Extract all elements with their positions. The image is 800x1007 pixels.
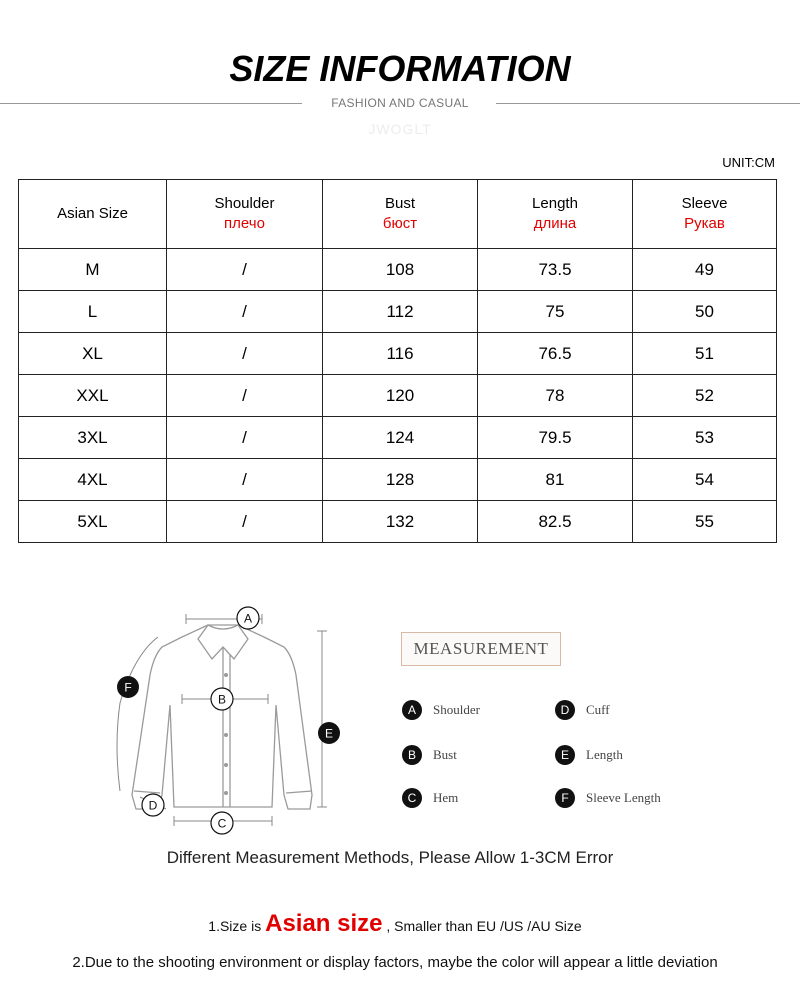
header-cell (19, 180, 167, 249)
legend-marker: D (555, 700, 575, 720)
table-cell: 49 (633, 249, 777, 291)
table-cell: 54 (633, 459, 777, 501)
page-title: SIZE INFORMATION (229, 48, 571, 89)
size-note-prefix: 1.Size is (208, 918, 266, 934)
legend-item-cuff (555, 700, 610, 720)
table-row (19, 459, 777, 501)
table-cell: / (167, 501, 323, 543)
table-row (19, 333, 777, 375)
table-cell: 112 (323, 291, 478, 333)
legend-item-shoulder (402, 700, 480, 720)
marker-a (237, 607, 259, 629)
legend-item-bust (402, 745, 457, 765)
table-cell: 76.5 (478, 333, 633, 375)
table-cell: L (19, 291, 167, 333)
header-cell (167, 180, 323, 249)
header-en: Shoulder (214, 195, 275, 212)
table-header-row (19, 180, 777, 249)
subtitle: FASHION AND CASUAL (331, 96, 469, 110)
table-cell: 50 (633, 291, 777, 333)
marker-b (211, 688, 233, 710)
table-cell: M (19, 249, 167, 291)
table-cell: 116 (323, 333, 478, 375)
table-cell: / (167, 249, 323, 291)
legend-marker: F (555, 788, 575, 808)
table-row (19, 417, 777, 459)
brand-watermark: JWOGLT (368, 121, 432, 137)
table-cell: / (167, 333, 323, 375)
table-cell: 108 (323, 249, 478, 291)
table-cell: 75 (478, 291, 633, 333)
legend-marker: E (555, 745, 575, 765)
table-cell: 51 (633, 333, 777, 375)
legend-label: Length (586, 747, 623, 762)
table-cell: 73.5 (478, 249, 633, 291)
header-cell (633, 180, 777, 249)
table-cell: 5XL (19, 501, 167, 543)
marker-e (318, 722, 340, 744)
marker-c-label: C (217, 816, 227, 831)
legend-label: Hem (433, 790, 459, 805)
table-cell: 82.5 (478, 501, 633, 543)
table-cell: 55 (633, 501, 777, 543)
legend-item-hem (402, 788, 458, 808)
header-ru: Рукав (684, 215, 725, 232)
marker-a-label: A (243, 611, 253, 626)
marker-d-label: D (148, 798, 158, 813)
legend-marker: C (402, 788, 422, 808)
table-cell: 120 (323, 375, 478, 417)
measurement-error-note: Different Measurement Methods, Please Allow 1-3CM Error (166, 848, 614, 867)
table-cell: / (167, 459, 323, 501)
marker-d (142, 794, 164, 816)
table-cell: XL (19, 333, 167, 375)
table-cell: / (167, 291, 323, 333)
header-en: Length (532, 195, 578, 212)
header-ru: бюст (382, 215, 418, 232)
table-row (19, 249, 777, 291)
marker-b-label: B (217, 692, 227, 707)
legend-label: Bust (433, 747, 457, 762)
legend-item-sleeve-length (555, 788, 661, 808)
legend-label: Shoulder (433, 702, 480, 717)
legend-label: Cuff (586, 702, 610, 717)
table-cell: 128 (323, 459, 478, 501)
legend-item-length (555, 745, 623, 765)
size-note (0, 910, 790, 938)
marker-f-label: F (124, 680, 132, 695)
shirt-outline (132, 625, 312, 809)
table-cell: / (167, 375, 323, 417)
table-cell: 132 (323, 501, 478, 543)
legend-marker: B (402, 745, 422, 765)
header-en: Sleeve (681, 195, 728, 212)
table-cell: 124 (323, 417, 478, 459)
legend-marker: A (402, 700, 422, 720)
header-ru: длина (533, 215, 577, 232)
size-note-emphasis: Asian size (265, 910, 383, 937)
table-cell: 78 (478, 375, 633, 417)
table-cell: 52 (633, 375, 777, 417)
header-cell (323, 180, 478, 249)
size-note-suffix: , Smaller than EU /US /AU Size (382, 918, 582, 934)
shirt-measurement-diagram (100, 595, 360, 845)
table-cell: 79.5 (478, 417, 633, 459)
marker-e-label: E (324, 726, 334, 741)
table-cell: 53 (633, 417, 777, 459)
table-cell: 3XL (19, 417, 167, 459)
color-note: 2.Due to the shooting environment or display factors, maybe the color will appear a little deviation (72, 954, 718, 971)
measurement-title: MEASUREMENT (401, 632, 561, 666)
table-row (19, 291, 777, 333)
table-cell: XXL (19, 375, 167, 417)
header-cell (478, 180, 633, 249)
size-table (18, 179, 777, 543)
header-en: Bust (384, 195, 415, 212)
header-en: Asian Size (57, 205, 128, 222)
unit-label: UNIT:CM (722, 155, 775, 170)
header-ru: плечо (224, 215, 265, 232)
table-cell: / (167, 417, 323, 459)
marker-c (211, 812, 233, 834)
table-row (19, 375, 777, 417)
table-cell: 81 (478, 459, 633, 501)
legend-label: Sleeve Length (586, 790, 661, 805)
marker-f (117, 676, 139, 698)
table-cell: 4XL (19, 459, 167, 501)
table-row (19, 501, 777, 543)
